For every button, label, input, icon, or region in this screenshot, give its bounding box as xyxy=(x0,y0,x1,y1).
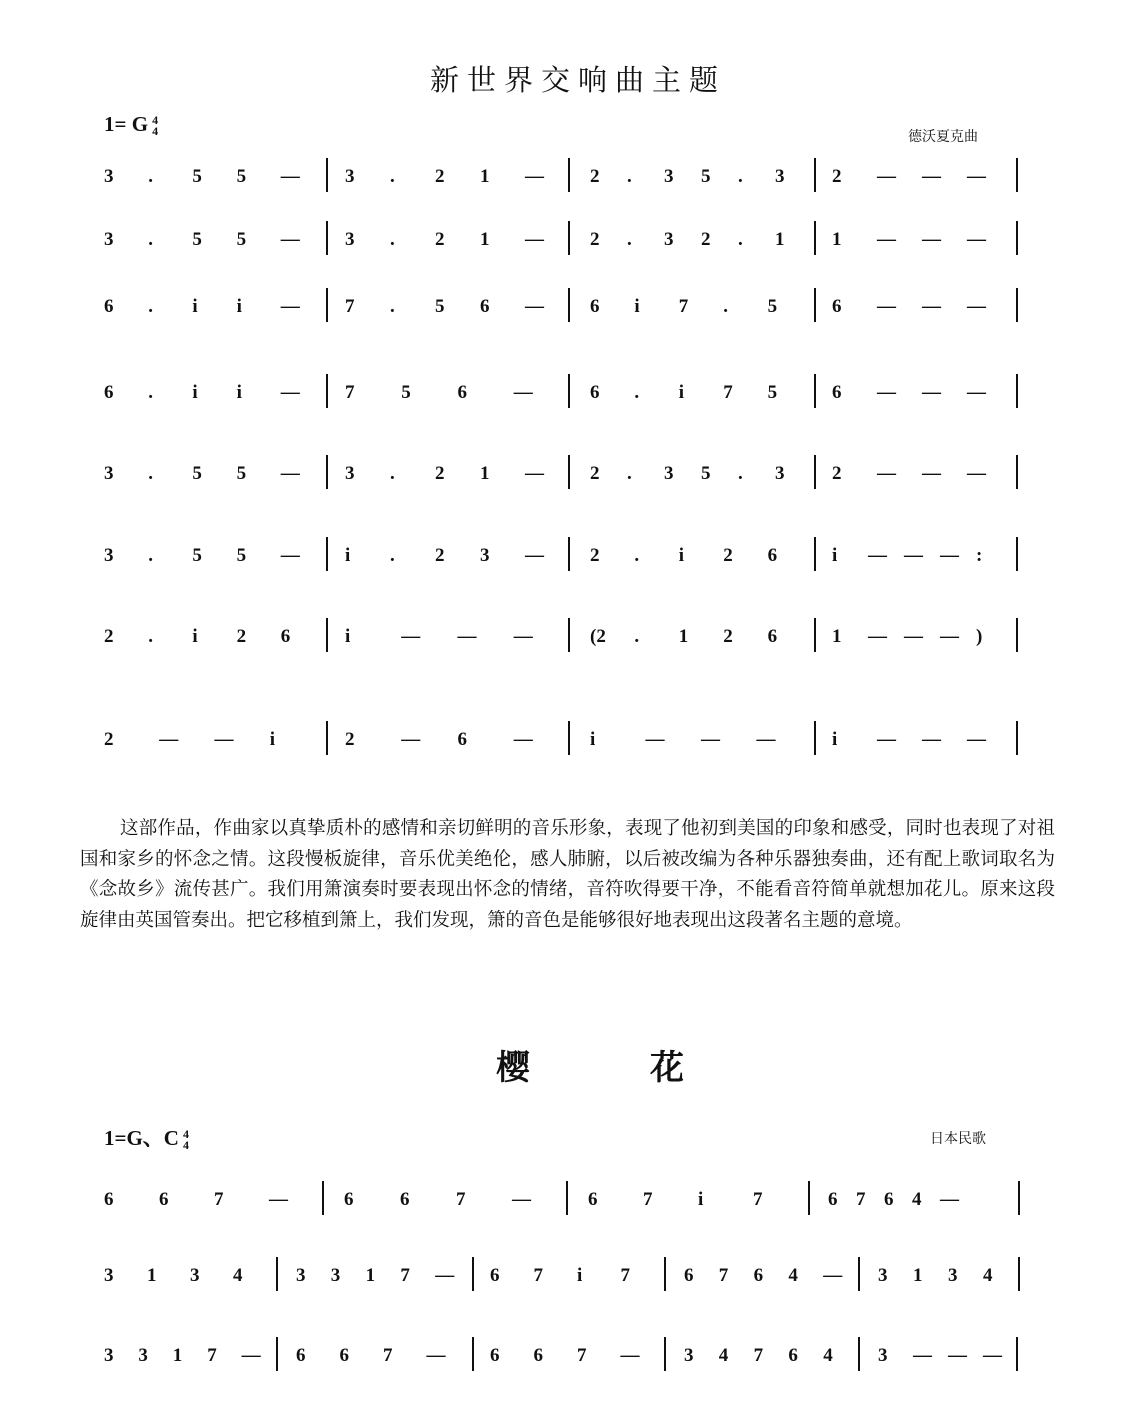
bar-line xyxy=(566,1181,568,1215)
note: 5 xyxy=(192,463,202,484)
note: 6 xyxy=(457,382,467,403)
note: 6 xyxy=(832,296,842,317)
bar-line xyxy=(568,455,570,489)
note: 7 xyxy=(856,1189,866,1210)
note: 3 xyxy=(345,463,355,484)
bar-line xyxy=(568,721,570,755)
note: . xyxy=(634,626,640,647)
note: 2 xyxy=(590,229,600,250)
dash-note: — xyxy=(214,729,234,750)
note: 5 xyxy=(767,296,778,317)
end-bar-line xyxy=(1018,1257,1020,1291)
note: . xyxy=(148,229,153,250)
note: 3 xyxy=(664,166,674,187)
end-bar-line xyxy=(1016,721,1018,755)
note: 2 xyxy=(590,545,600,566)
note: 7 xyxy=(753,1189,763,1210)
note: i xyxy=(634,296,640,317)
dash-note: — xyxy=(269,1189,288,1210)
note: i xyxy=(345,626,351,647)
note: 2 xyxy=(723,545,733,566)
note: 5 xyxy=(401,382,411,403)
note: . xyxy=(634,545,640,566)
note: 3 xyxy=(775,463,785,484)
bar-line xyxy=(664,1337,666,1371)
note: 6 xyxy=(753,1265,764,1286)
note: 1 xyxy=(678,626,689,647)
note: i xyxy=(236,296,242,317)
note: 5 xyxy=(435,296,445,317)
note: 7 xyxy=(643,1189,653,1210)
note: 6 xyxy=(457,729,467,750)
note: 4 xyxy=(788,1265,798,1286)
note: 6 xyxy=(104,1189,114,1210)
note: 7 xyxy=(456,1189,466,1210)
note: 6 xyxy=(828,1189,838,1210)
dash-note: — xyxy=(967,729,986,750)
note: 3 xyxy=(664,229,674,250)
end-bar-line xyxy=(1016,288,1018,322)
note: 6 xyxy=(480,296,490,317)
dash-note: — xyxy=(513,729,533,750)
note: 2 xyxy=(236,626,247,647)
note: . xyxy=(148,296,153,317)
note: . xyxy=(148,166,153,187)
note: : xyxy=(976,545,983,566)
bar-line xyxy=(326,618,328,652)
dash-note: — xyxy=(525,545,544,566)
note: 6 xyxy=(590,296,600,317)
description-paragraph: 这部作品，作曲家以真挚质朴的感情和亲切鲜明的音乐形象，表现了他初到美国的印象和感受，同时也表现了对祖国和家乡的怀念之情。这段慢板旋律，音乐优美绝伦，感人肺腑，以后被改编为各种乐器独奏曲，还有配上歌词取名为《念故乡》流传甚广。我们用箫演奏时要表现出怀念的情绪，音符吹得要干净，不能看音符简单就想加花儿。原来这段旋律由英国管奏出。把它移植到箫上，我们发现，箫的音色是能够很好地表现出这段著名主题的意境。 xyxy=(80,818,1055,931)
note: 5 xyxy=(767,382,778,403)
bar-line xyxy=(322,1181,324,1215)
note: 1 xyxy=(913,1265,923,1286)
bar-line xyxy=(326,374,328,408)
song2-time-signature: 4 4 xyxy=(182,1127,189,1153)
note: 5 xyxy=(236,545,247,566)
bar-line xyxy=(814,374,816,408)
song1-row-1 xyxy=(0,166,1141,206)
bar-line xyxy=(568,537,570,571)
note: 6 xyxy=(344,1189,354,1210)
note: 6 xyxy=(533,1345,543,1366)
note: 2 xyxy=(590,463,600,484)
dash-note: — xyxy=(868,626,887,647)
note: . xyxy=(148,626,153,647)
note: 6 xyxy=(684,1265,694,1286)
note: 5 xyxy=(236,463,247,484)
note: 5 xyxy=(192,166,202,187)
dash-note: — xyxy=(525,463,544,484)
note: . xyxy=(148,545,153,566)
dash-note: — xyxy=(513,382,533,403)
note: (2 xyxy=(590,626,606,647)
note: i xyxy=(192,382,198,403)
note: 5 xyxy=(701,166,711,187)
bar-line xyxy=(814,537,816,571)
dash-note: — xyxy=(877,729,896,750)
end-bar-line xyxy=(1016,618,1018,652)
dash-note: — xyxy=(967,229,986,250)
note: . xyxy=(738,463,743,484)
note: 6 xyxy=(884,1189,894,1210)
note: i xyxy=(236,382,242,403)
note: 6 xyxy=(159,1189,169,1210)
dash-note: — xyxy=(435,1265,455,1286)
song2-key-signature xyxy=(104,1122,189,1152)
note: 1 xyxy=(775,229,785,250)
note: 7 xyxy=(207,1345,217,1366)
note: 7 xyxy=(214,1189,224,1210)
note: i xyxy=(590,729,596,750)
note: 3 xyxy=(104,166,114,187)
dash-note: — xyxy=(877,166,896,187)
note: 5 xyxy=(236,166,247,187)
song1-row-7 xyxy=(0,626,1141,666)
note: 7 xyxy=(533,1265,543,1286)
bar-line xyxy=(814,288,816,322)
note: i xyxy=(269,729,276,750)
dash-note: — xyxy=(967,382,986,403)
bar-line xyxy=(276,1257,278,1291)
dash-note: — xyxy=(525,296,544,317)
note: 7 xyxy=(620,1265,630,1286)
song1-row-3 xyxy=(0,296,1141,336)
bar-line xyxy=(326,721,328,755)
note: 3 xyxy=(296,1265,306,1286)
song1-row-8 xyxy=(0,729,1141,769)
note: 6 xyxy=(588,1189,598,1210)
end-bar-line xyxy=(1016,537,1018,571)
dash-note: — xyxy=(967,463,986,484)
bar-line xyxy=(858,1337,860,1371)
note: 2 xyxy=(345,729,355,750)
note: 6 xyxy=(788,1345,798,1366)
note: 3 xyxy=(878,1265,888,1286)
end-bar-line xyxy=(1016,158,1018,192)
note: . xyxy=(723,296,728,317)
note: . xyxy=(634,382,640,403)
dash-note: — xyxy=(877,463,896,484)
note: 3 xyxy=(664,463,674,484)
bar-line xyxy=(326,221,328,255)
note: 3 xyxy=(104,1345,114,1366)
bar-line xyxy=(568,158,570,192)
note: i xyxy=(577,1265,583,1286)
note: 3 xyxy=(138,1345,148,1366)
bar-line xyxy=(326,537,328,571)
note: 7 xyxy=(753,1345,764,1366)
note: i xyxy=(345,545,351,566)
bar-line xyxy=(814,618,816,652)
dash-note: — xyxy=(877,229,896,250)
note: i xyxy=(698,1189,704,1210)
dash-note: — xyxy=(280,545,300,566)
note: 2 xyxy=(701,229,711,250)
note: . xyxy=(390,296,395,317)
dash-note: — xyxy=(922,166,941,187)
note: 7 xyxy=(400,1265,410,1286)
bar-line xyxy=(814,158,816,192)
dash-note: — xyxy=(983,1345,1002,1366)
note: . xyxy=(390,545,395,566)
bar-line xyxy=(472,1257,474,1291)
note: 2 xyxy=(435,229,445,250)
end-bar-line xyxy=(1016,374,1018,408)
note: i xyxy=(192,626,198,647)
dash-note: — xyxy=(922,382,941,403)
dash-note: — xyxy=(457,626,477,647)
dash-note: — xyxy=(401,729,421,750)
note: 4 xyxy=(983,1265,993,1286)
note: 2 xyxy=(435,463,445,484)
note: 2 xyxy=(435,545,445,566)
note: 4 xyxy=(912,1189,922,1210)
song2-key: 1=G、C xyxy=(104,1126,179,1150)
dash-note: — xyxy=(620,1345,640,1366)
bar-line xyxy=(568,221,570,255)
note: 1 xyxy=(172,1345,183,1366)
song1-title: 新世界交响曲主题 xyxy=(430,63,727,97)
dash-note: — xyxy=(823,1265,843,1286)
dash-note: — xyxy=(940,545,959,566)
bar-line xyxy=(326,288,328,322)
song2-row-3 xyxy=(0,1345,1141,1385)
dash-note: — xyxy=(868,545,887,566)
note: 3 xyxy=(330,1265,341,1286)
dash-note: — xyxy=(877,296,896,317)
note: . xyxy=(390,166,395,187)
note: . xyxy=(738,229,743,250)
note: 7 xyxy=(723,382,733,403)
note: 3 xyxy=(480,545,490,566)
note: . xyxy=(627,463,632,484)
song1-row-4 xyxy=(0,382,1141,422)
dash-note: — xyxy=(426,1345,446,1366)
note: 6 xyxy=(296,1345,306,1366)
note: 3 xyxy=(104,545,114,566)
note: 1 xyxy=(480,229,490,250)
bar-line xyxy=(472,1337,474,1371)
bar-line xyxy=(664,1257,666,1291)
note: 1 xyxy=(365,1265,376,1286)
note: 1 xyxy=(832,626,842,647)
dash-note: — xyxy=(401,626,421,647)
dash-note: — xyxy=(525,166,544,187)
dash-note: — xyxy=(280,296,300,317)
note: 1 xyxy=(147,1265,157,1286)
song2-row-1 xyxy=(0,1189,1141,1229)
note: . xyxy=(390,463,395,484)
end-bar-line xyxy=(1016,221,1018,255)
note: 6 xyxy=(104,382,114,403)
note: 6 xyxy=(280,626,291,647)
song1-composer: 德沃夏克曲 xyxy=(908,129,978,145)
note: 2 xyxy=(832,166,842,187)
bar-line xyxy=(858,1257,860,1291)
dash-note: — xyxy=(645,729,665,750)
bar-line xyxy=(326,158,328,192)
dash-note: — xyxy=(280,229,300,250)
note: 7 xyxy=(678,296,689,317)
note: 3 xyxy=(104,1265,114,1286)
bar-line xyxy=(568,374,570,408)
bar-line xyxy=(568,288,570,322)
dash-note: — xyxy=(701,729,720,750)
dash-note: — xyxy=(159,729,179,750)
note: 6 xyxy=(767,545,778,566)
note: . xyxy=(627,166,632,187)
dash-note: — xyxy=(904,626,923,647)
note: 6 xyxy=(767,626,778,647)
note: 3 xyxy=(775,166,785,187)
note: 3 xyxy=(190,1265,200,1286)
dash-note: — xyxy=(756,729,776,750)
bar-line xyxy=(568,618,570,652)
dash-note: — xyxy=(904,545,923,566)
note: 7 xyxy=(577,1345,587,1366)
note: 4 xyxy=(718,1345,729,1366)
song1-row-6 xyxy=(0,545,1141,585)
dash-note: — xyxy=(280,166,300,187)
dash-note: — xyxy=(525,229,544,250)
dash-note: — xyxy=(922,729,941,750)
bar-line xyxy=(814,721,816,755)
note: 3 xyxy=(684,1345,694,1366)
note: 7 xyxy=(718,1265,729,1286)
song1-key: 1= G xyxy=(104,112,149,136)
dash-note: — xyxy=(922,229,941,250)
note: 6 xyxy=(490,1265,500,1286)
bar-line xyxy=(808,1181,810,1215)
note: 2 xyxy=(723,626,733,647)
note: ) xyxy=(976,626,983,647)
song2-title: 樱花 xyxy=(496,1048,804,1088)
note: 5 xyxy=(236,229,247,250)
note: 3 xyxy=(948,1265,958,1286)
dash-note: — xyxy=(280,382,300,403)
note: 2 xyxy=(104,729,114,750)
dash-note: — xyxy=(513,626,533,647)
note: . xyxy=(148,463,153,484)
note: . xyxy=(738,166,743,187)
note: i xyxy=(678,382,685,403)
bar-line xyxy=(814,221,816,255)
bar-line xyxy=(276,1337,278,1371)
bar-line xyxy=(326,455,328,489)
note: 7 xyxy=(345,382,355,403)
dash-note: — xyxy=(877,382,896,403)
dash-note: — xyxy=(922,296,941,317)
note: i xyxy=(832,545,838,566)
note: 3 xyxy=(345,229,355,250)
song1-key-signature xyxy=(104,112,158,137)
note: 7 xyxy=(383,1345,393,1366)
note: 6 xyxy=(590,382,600,403)
note: . xyxy=(390,229,395,250)
note: . xyxy=(627,229,632,250)
dash-note: — xyxy=(280,463,300,484)
song1-time-signature: 4 4 xyxy=(152,113,159,139)
note: 6 xyxy=(490,1345,500,1366)
note: 1 xyxy=(480,463,490,484)
dash-note: — xyxy=(967,296,986,317)
dash-note: — xyxy=(241,1345,261,1366)
note: 4 xyxy=(823,1345,833,1366)
note: 2 xyxy=(832,463,842,484)
note: i xyxy=(192,296,198,317)
note: 1 xyxy=(832,229,842,250)
note: 3 xyxy=(878,1345,888,1366)
note: 4 xyxy=(233,1265,243,1286)
note: 1 xyxy=(480,166,490,187)
note: 3 xyxy=(104,463,114,484)
note: i xyxy=(832,729,838,750)
end-bar-line xyxy=(1016,455,1018,489)
note: 2 xyxy=(104,626,114,647)
dash-note: — xyxy=(948,1345,967,1366)
note: 5 xyxy=(192,229,202,250)
song1-row-2 xyxy=(0,229,1141,269)
bar-line xyxy=(814,455,816,489)
note: 6 xyxy=(400,1189,410,1210)
note: 3 xyxy=(104,229,114,250)
song2-row-2 xyxy=(0,1265,1141,1305)
dash-note: — xyxy=(922,463,941,484)
note: 2 xyxy=(435,166,445,187)
note: 7 xyxy=(345,296,355,317)
end-bar-line xyxy=(1016,1337,1018,1371)
song2-composer: 日本民歌 xyxy=(930,1131,986,1147)
note: 5 xyxy=(192,545,202,566)
dash-note: — xyxy=(940,626,959,647)
dash-note: — xyxy=(940,1189,959,1210)
dash-note: — xyxy=(967,166,986,187)
note: 3 xyxy=(345,166,355,187)
end-bar-line xyxy=(1018,1181,1020,1215)
note: 2 xyxy=(590,166,600,187)
dash-note: — xyxy=(512,1189,531,1210)
note: . xyxy=(148,382,153,403)
note: 6 xyxy=(339,1345,349,1366)
note: 6 xyxy=(832,382,842,403)
note: i xyxy=(678,545,685,566)
note: 5 xyxy=(701,463,711,484)
song1-row-5 xyxy=(0,463,1141,503)
dash-note: — xyxy=(913,1345,932,1366)
note: 6 xyxy=(104,296,114,317)
